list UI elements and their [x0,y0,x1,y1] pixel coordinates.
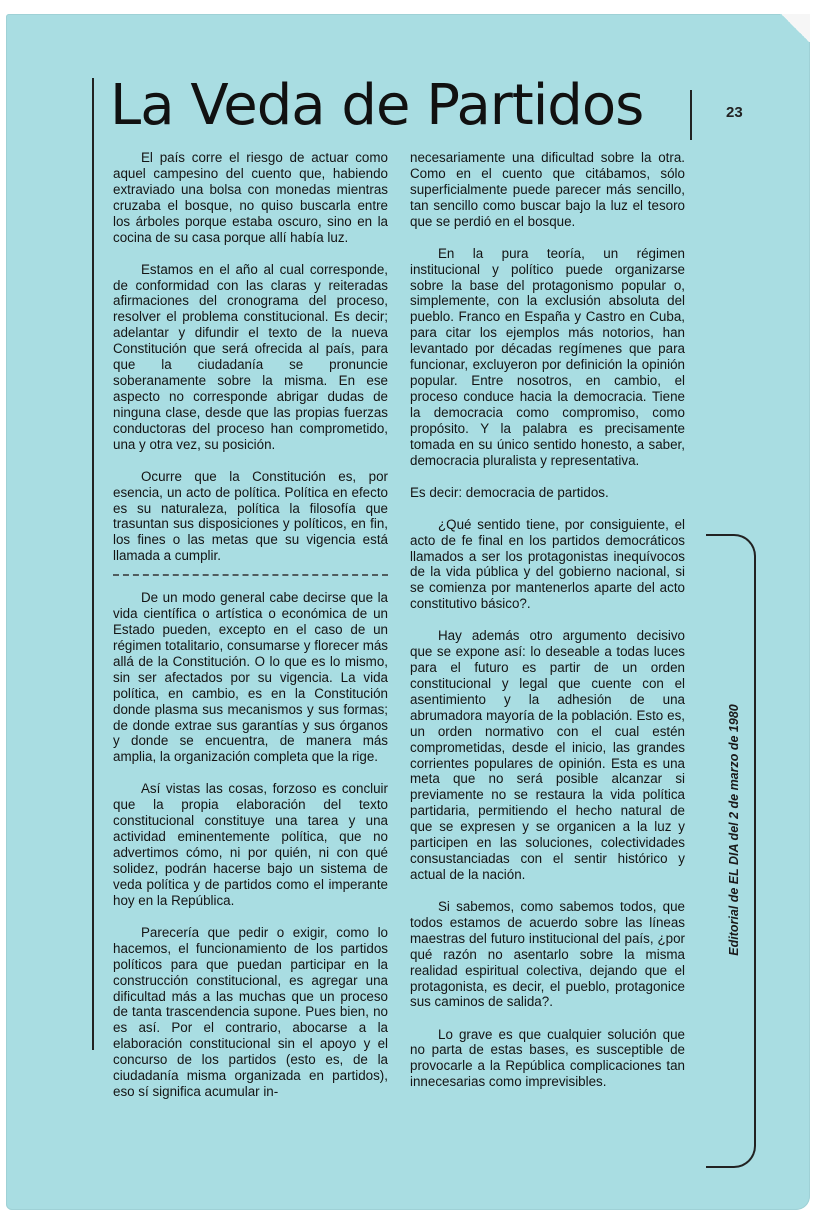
vertical-rule-left [92,78,94,1050]
article-column-right [410,150,685,1106]
dashed-divider [113,574,388,576]
paragraph: En la pura teoría, un régimen institucional y político puede organizarse sobre la base del protagonismo popular o, simplemente, con la exclusión absoluta del pueblo. Franco en España y Castro en Cuba, para citar los ejemplos más notorios, han levantado por décadas regímenes que para funcionar, excluyeron por definición la opinión popular. Entre nosotros, en cambio, el proceso conduce hacia la democracia. Tiene la democracia como compromiso, como propósito. Y la palabra es precisamente tomada en su único sentido honesto, a saber, democracia pluralista y representativa. [410,245,685,468]
paragraph: De un modo general cabe decirse que la vida científica o artística o económica de un Estado pueden, excepto en el caso de un régimen totalitario, consumarse y florecer más allá de la Constitución. O lo que es lo mismo, sin ser afectados por su vigencia. La vida política, en cambio, es en la Constitución donde plasma sus mecanismos y sus formas; de donde extrae sus garantías y sus órganos y donde se encuentra, de manera más amplia, la organización completa que la rige. [113,590,388,765]
side-note-text: Editorial de EL DIA del 2 de marzo de 1980 [727,704,741,956]
torn-corner [780,14,810,42]
paragraph: Lo grave es que cualquier solución que no parta de estas bases, es susceptible de provocarle a la República complicaciones tan innecesarias como imprevisibles. [410,1026,685,1090]
vertical-rule-right [690,90,692,140]
paragraph: Hay además otro argumento decisivo que se expone así: lo deseable a todas luces para el futuro es partir de un orden constitucional y legal que cuente con el asentimiento y la adhesión de una abrumadora mayoría de la población. Esto es, un orden normativo con el cual estén comprometidas, desde el inicio, las grandes corrientes populares de opinión. Esta es una meta que no será posible alcanzar si previamente no se restaura la vida política partidaria, permitiendo el hecho natural de que se expresen y se organicen a la luz y participen en las soluciones, colectividades consustanciadas con el sentir histórico y actual de la nación. [410,628,685,882]
paragraph: Es decir: democracia de partidos. [410,484,609,500]
page-number: 23 [726,104,743,121]
headline: La Veda de Partidos [110,73,644,138]
article-column-left [113,150,388,1116]
paragraph: Si sabemos, como sabemos todos, que todos estamos de acuerdo sobre las líneas maestras del futuro institucional del país, ¿por qué razón no asentarlo sobre la misma realidad espiritual colectiva, dejando que el protagonista, es decir, el pueblo, protagonice sus caminos de salida?. [410,899,685,1010]
paragraph: El país corre el riesgo de actuar como aquel campesino del cuento que, habiendo extraviado una bolsa con monedas mientras cruzaba el bosque, no quiso buscarla entre los árboles porque estaba oscuro, sino en la cocina de su casa porque allí había luz. [113,150,388,245]
paragraph: ¿Qué sentido tiene, por consiguiente, el acto de fe final en los partidos democráticos llamados a ser los protagonistas inequívocos de la vida pública y del gobierno nacional, si se comienza por mantenerlos aparte del acto constitutivo básico?. [410,516,685,612]
paragraph: Parecería que pedir o exigir, como lo hacemos, el funcionamiento de los partidos políticos para que puedan participar en la construcción constitucional, es agregar una dificultad más a las muchas que un proceso de tanta trascendencia supone. Pues bien, no es así. Por el contrario, abocarse a la elaboración constitucional sin el apoyo y el concurso de los partidos (esto es, de la ciudadanía misma organizada en partidos), eso sí significa acumular in- [113,924,388,1099]
paragraph: necesariamente una dificultad sobre la otra. Como en el cuento que citábamos, sólo superficialmente puede parecer más sencillo, tan sencillo como buscar bajo la luz el tesoro que se perdió en el bosque. [410,150,685,229]
paragraph: Ocurre que la Constitución es, por esencia, un acto de política. Política en efecto es su naturaleza, política la filosofía que trasuntan sus disposiciones y políticos, en fin, los fines o las metas que su vigencia está llamada a cumplir. [113,468,388,564]
paragraph: Estamos en el año al cual corresponde, de conformidad con las claras y reiteradas afirmaciones del cronograma del proceso, resolver el problema constitucional. Es decir; adelantar y difundir el texto de la nueva Constitución que será ofrecida al país, para que la ciudadanía se pronuncie soberanamente sobre la misma. En ese aspecto no corresponde abrigar dudas de ninguna clase, desde que las propias fuerzas conductoras del proceso han comprometido, una y otra vez, su posición. [113,261,388,452]
paragraph: Así vistas las cosas, forzoso es concluir que la propia elaboración del texto constitucional constituye una tarea y una actividad eminentemente política, que no advertimos cómo, ni por quién, ni con qué solidez, podrán hacerse bajo un sistema de veda política y de partidos como el imperante hoy en la República. [113,781,388,908]
